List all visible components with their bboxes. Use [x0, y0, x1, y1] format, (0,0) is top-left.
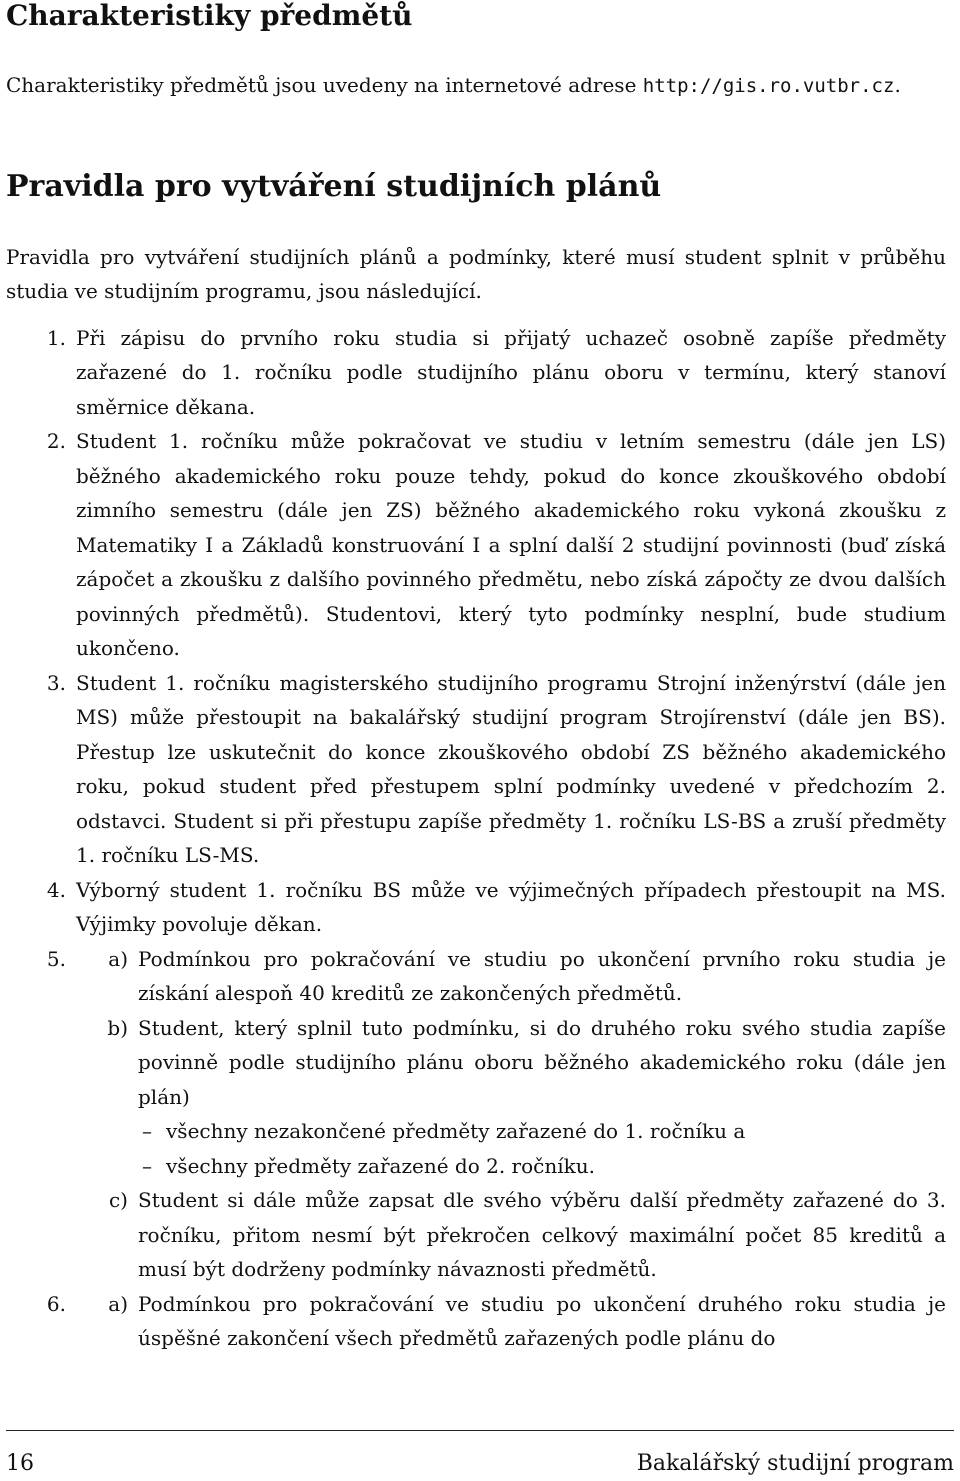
rules-list [6, 321, 946, 1356]
sub-item-b-body [138, 1011, 946, 1184]
sub-item-text: Podmínkou pro pokračování ve studiu po ukončení druhého roku studia je úspěšné zakončení všech předmětů zařazených podle plánu do [138, 1291, 946, 1350]
page-content [6, 0, 946, 1356]
list-item-5 [6, 942, 946, 1287]
sub-item-text: Student si dále může zapsat dle svého výběru další předměty zařazené do 3. ročníku, přitom nesmí být překročen celkový maximální počet 85 kreditů a musí být dodrženy podmínky návaznosti předmětů. [138, 1188, 946, 1281]
dash-mark: – [142, 1153, 152, 1178]
section-heading-characteristics: Charakteristiky předmětů [6, 0, 413, 32]
sub-item-text: Student, který splnil tuto podmínku, si do druhého roku svého studia zapíše povinně podle studijního plánu oboru běžného akademického roku (dále jen plán) [138, 1015, 946, 1109]
characteristics-url-link[interactable]: http://gis.ro.vutbr.cz [642, 75, 895, 97]
list-item-number: 4. [46, 877, 66, 902]
list-item-text: Výborný student 1. ročníku BS může ve výjimečných případech přestoupit na MS. Výjimky povoluje děkan. [76, 877, 946, 936]
list-item [6, 424, 946, 666]
list-item-5-body [76, 942, 946, 1287]
list-item [6, 321, 946, 425]
sub-item-text: Podmínkou pro pokračování ve studiu po ukončení prvního roku studia je získání alespoň 40 kreditů ze zakončených předmětů. [138, 946, 946, 1005]
sub-item-label: a) [108, 1291, 128, 1316]
dash-item [76, 1114, 946, 1149]
list-item-6-body [76, 1287, 946, 1356]
sub-item-a [76, 942, 946, 1011]
list-item-number: 5. [46, 946, 66, 971]
sub-item-label: b) [107, 1015, 128, 1040]
sub-item-b [76, 1011, 946, 1184]
page-footer [6, 1430, 954, 1479]
sub-item-c [76, 1183, 946, 1287]
sub-item-label: c) [108, 1188, 128, 1212]
section-heading-rules: Pravidla pro vytváření studijních plánů [6, 168, 662, 204]
dash-item-text: všechny nezakončené předměty zařazené do 1. ročníku a [166, 1119, 746, 1143]
list-item-text: Při zápisu do prvního roku studia si přijatý uchazeč osobně zapíše předměty zařazené do 1. ročníku podle studijního plánu oboru v termínu, který stanoví směrnice děkana. [76, 325, 946, 419]
list-item-number: 3. [46, 670, 66, 695]
dash-mark: – [142, 1119, 152, 1143]
dash-item-text: všechny předměty zařazené do 2. ročníku. [166, 1153, 595, 1178]
list-item [6, 666, 946, 873]
rules-intro-paragraph: Pravidla pro vytváření studijních plánů a podmínky, které musí student splnit v průběhu studia ve studijním programu, jsou následující. [6, 244, 946, 303]
list-item-6 [6, 1287, 946, 1356]
list-item-number: 1. [46, 325, 66, 350]
list-item [6, 873, 946, 942]
characteristics-text: Charakteristiky předmětů jsou uvedeny na internetové adrese [6, 73, 637, 97]
sub-item-a [76, 1287, 946, 1356]
url-period: . [894, 73, 901, 97]
list-item-text: Student 1. ročníku magisterského studijního programu Strojní inženýrství (dále jen MS) může přestoupit na bakalářský studijní program Strojírenství (dále jen BS). Přestup lze uskutečnit do konce zkouškového období ZS běžného akademického roku, pokud student před přestupem splní podmínky uvedené v předchozím 2. odstavci. Student si při přestupu zapíše předměty 1. ročníku LS-BS a zruší předměty 1. ročníku LS-MS. [76, 670, 946, 867]
sub-item-label: a) [108, 946, 128, 971]
footer-row [6, 1431, 954, 1479]
footer-title: Bakalářský studijní program [636, 1451, 954, 1476]
page-number: 16 [6, 1451, 34, 1476]
list-item-text: Student 1. ročníku může pokračovat ve studiu v letním semestru (dále jen LS) běžného akademického roku pouze tehdy, pokud do konce zkouškového období zimního semestru (dále jen ZS) běžného akademického roku vykoná zkoušku z Matematiky I a Základů konstruování I a splní další 2 studijní povinnosti (buď získá zápočet a zkoušku z dalšího povinného předmětu, nebo získá zápočty ze dvou dalších povinných předmětů). Studentovi, který tyto podmínky nesplní, bude studium ukončeno. [76, 429, 946, 660]
dash-item [76, 1149, 946, 1184]
list-item-number: 2. [46, 429, 66, 453]
characteristics-paragraph [6, 68, 946, 104]
list-item-number: 6. [46, 1291, 66, 1316]
